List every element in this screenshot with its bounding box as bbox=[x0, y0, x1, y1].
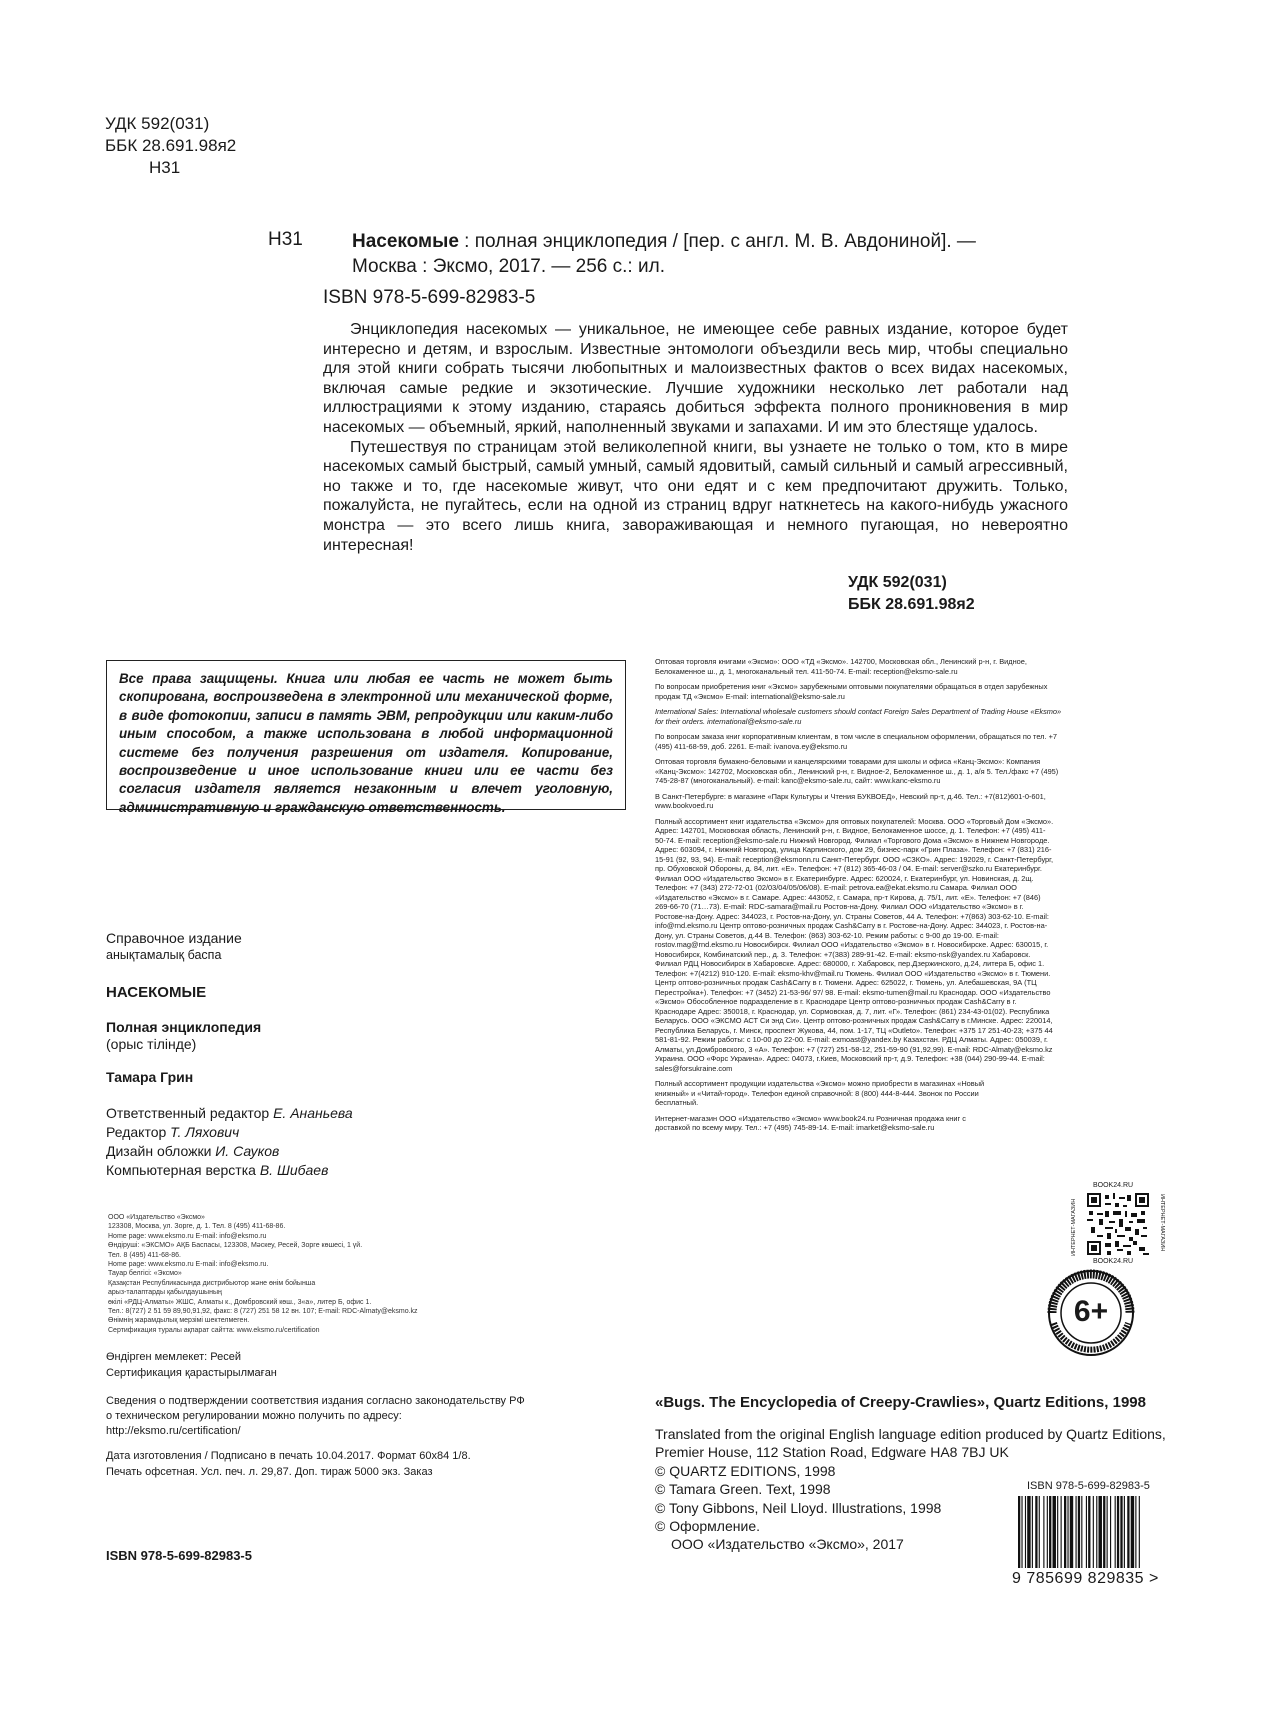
barcode-bar bbox=[1120, 1496, 1122, 1568]
barcode-bar bbox=[1127, 1496, 1129, 1568]
barcode-bar bbox=[1103, 1496, 1105, 1568]
publisher-line: Сертификация туралы ақпарат сайтта: www.eksmo.ru/certification bbox=[108, 1326, 320, 1334]
barcode-bar bbox=[1061, 1496, 1062, 1568]
staff-line bbox=[106, 1123, 666, 1142]
book-title: НАСЕКОМЫЕ bbox=[106, 984, 207, 1001]
staff-role: Компьютерная верстка bbox=[106, 1162, 260, 1178]
udk-code: УДК 592(031) bbox=[848, 574, 947, 591]
qr-label-bottom: BOOK24.RU bbox=[1093, 1258, 1134, 1265]
country-info bbox=[106, 1349, 277, 1381]
barcode-bar bbox=[1043, 1496, 1044, 1568]
udk-right bbox=[848, 572, 975, 616]
barcode-bar bbox=[1047, 1496, 1048, 1568]
barcode-bar bbox=[1067, 1496, 1068, 1568]
staff-name: Т. Ляхович bbox=[170, 1124, 240, 1140]
barcode-bar bbox=[1027, 1496, 1030, 1568]
publisher-info bbox=[108, 1213, 668, 1335]
publisher-line: Тауар белгісі: «Эксмо» bbox=[108, 1270, 182, 1278]
distribution-paragraph: Интернет-магазин ООО «Издательство «Эксмо» www.book24.ru Розничная продажа книг с доставкой по всему миру. Тел.: +7 (495) 745-89-14. E-mail: imarket@eksmo-sale.ru bbox=[655, 1113, 966, 1132]
country-line: Өндірген мемлекет: Ресей bbox=[106, 1351, 241, 1363]
barcode-bar bbox=[1088, 1496, 1090, 1568]
barcode-bar bbox=[1110, 1496, 1111, 1568]
annotation bbox=[323, 320, 1068, 555]
barcode-bar bbox=[1076, 1496, 1077, 1568]
barcode-bar bbox=[1057, 1496, 1058, 1568]
biblio-rest-2: Москва : Эксмо, 2017. — 256 с.: ил. bbox=[352, 256, 665, 277]
distribution-paragraph: Полный ассортимент продукции издательства «Эксмо» можно приобрести в магазинах «Новый книжный» и «Читай-город». Телефон единой справочной: 8 (800) 444-8-444. Звонок по России бесплатный. bbox=[655, 1079, 985, 1107]
qr-side-right bbox=[1157, 1194, 1165, 1258]
distribution-paragraph: Оптовая торговля книгами «Эксмо»: ООО «ТД «Эксмо». 142700, Московская обл., Ленинский р-н, г. Видное, Белокаменное ш., д. 1, многоканальный тел. 411-50-74. E-mail: reception@eksmo-sale.ru bbox=[655, 657, 1027, 676]
distribution-paragraph: Полный ассортимент книг издательства «Эксмо» для оптовых покупателей: Москва. ООО «Торговый Дом «Эксмо». Адрес: 142701, Московская область, Ленинский р-н, г. Видное, Белокаменное шоссе, д. 1. Телефон: +7 (495) 411-50-74. E-mail: reception@eksmo-sale.ru Нижний Новгород. Филиал «Торгового Дома «Эксмо» в Нижнем Новгороде. Адрес: 603094, г. Нижний Новгород, улица Карпинского, дом 29, бизнес-парк «Грин Плаза». Телефон: +7 (831) 216-15-91 (92, 93, 94). E-mail: reception@eksmonn.ru Санкт-Петербург. ООО «СЗКО». Адрес: 192029, г. Санкт-Петербург, пр. Обуховской Обороны, д. 84, лит. «Е». Телефон: +7 (812) 365-46-03 / 04. E-mail: server@szko.ru Екатеринбург. Филиал ООО «Издательство Эксмо» в г. Екатеринбурге. Адрес: 620024, г. Екатеринбург, ул. Новинская, д. 2щ. Телефон: +7 (343) 272-72-01 (02/03/04/05/06/08). E-mail: petrova.ea@ekat.eksmo.ru Самара. Филиал ООО «Издательство «Эксмо» в г. Самаре. Адрес: 443052, г. Самара, пр-т Кирова, д. 75/1, лит. «Е». Телефон: +7 (846) 269-66-70 (71…73). E-mail: RDC-samara@mail.ru Ростов-на-Дону. Филиал ООО «Издательство «Эксмо» в г. Ростове-на-Дону. Адрес: 344023, г. Ростов-на-Дону, ул. Страны Советов, 44 А. Телефон: +7(863) 303-62-10. E-mail: info@rnd.eksmo.ru Центр оптово-розничных продаж Cash&Carry в г. Ростове-на-Дону. Адрес: 344023, г. Ростов-на-Дону, ул. Страны Советов, д.44 В. Телефон: (863) 303-62-10. Режим работы: с 9-00 до 19-00. E-mail: rostov.mag@rnd.eksmo.ru Новосибирск. Филиал ООО «Издательство «Эксмо» в г. Новосибирске. Адрес: 630015, г. Новосибирск, Комбинатский пер., д. 3. Телефон: +7(383) 289-91-42. E-mail: eksmo-nsk@yandex.ru Хабаровск. Филиал РДЦ Новосибирск в Хабаровске. Адрес: 680000, г. Хабаровск, пер.Дзержинского, д.24, литера Б, офис 1. Телефон: +7(4212) 910-120. E-mail: eksmo-khv@mail.ru Тюмень. Филиал ООО «Издательство «Эксмо» в г. Тюмени. Центр оптово-розничных продаж Cash&Carry в г. Тюмени. Адрес: 625022, г. Тюмень, ул. Алебашевская, 9А (ТЦ Перестройка+). Телефон: +7 (3452) 21-53-96/ 97/ 98. E-mail: eksmo-tumen@mail.ru Краснодар. ООО «Издательство «Эксмо» Обособленное подразделение в г. Краснодаре Центр оптово-розничных продаж Cash&Carry в г. Краснодаре Адрес: 350018, г. Краснодар, ул. Сормовская, д. 7, лит. «Г». Телефон: (861) 234-43-01(02). Республика Беларусь. ООО «ЭКСМО АСТ Си энд Си». Центр оптово-розничных продаж Cash&Carry в г.Минске. Адрес: 220014, Республика Беларусь, г. Минск, проспект Жукова, 44, пом. 1-17, ТЦ «Outleto». Телефон: +375 17 251-40-23; +375 44 581-81-92. Режим работы: с 10-00 до 22-00. E-mail: exmoast@yandex.by Казахстан. РДЦ Алматы. Адрес: 050039, г. Алматы, ул.Домбровского, 3 «А». Телефон: +7 (727) 251-58-12, 251-59-90 (91,92,99). E-mail: RDC-Almaty@eksmo.kz Украина. ООО «Форс Украина». Адрес: 04073, г.Киев, Московский пр-т, д.9. Телефон: +38 (044) 290-99-44. E-mail: sales@forsukraine.com bbox=[655, 816, 1054, 1073]
distribution-info bbox=[655, 657, 1065, 1139]
publisher-line: 123308, Москва, ул. Зорге, д. 1. Тел. 8 (495) 411-68-86. bbox=[108, 1223, 286, 1231]
barcode-bar bbox=[1078, 1496, 1080, 1568]
barcode-bar bbox=[1039, 1496, 1040, 1568]
distribution-paragraph: По вопросам заказа книг корпоративным клиентам, в том числе в специальном оформлении, обращаться по тел. +7 (495) 411-68-59, доб. 2261. E-mail: ivanova.ey@eksmo.ru bbox=[655, 732, 1058, 751]
cert-line: Сведения о подтверждении соответствия издания согласно законодательству РФ bbox=[106, 1395, 525, 1407]
qr-side-left-label: ИНТЕРНЕТ-МАГАЗИН bbox=[1071, 1198, 1077, 1256]
barcode-bar bbox=[1021, 1496, 1022, 1568]
barcode-digits: 9 785699 829835 > bbox=[1012, 1570, 1159, 1587]
print-line: Дата изготовления / Подписано в печать 10.04.2017. Формат 60x84 1/8. bbox=[106, 1450, 471, 1462]
staff-list bbox=[106, 1104, 666, 1180]
publisher-line: Өндіруші: «ЭКСМО» АҚБ Баспасы, 123308, Мәскеу, Ресей, Зорге көшесі, 1 үй. bbox=[108, 1242, 363, 1250]
book-language: (орыс тілінде) bbox=[106, 1036, 197, 1052]
barcode-bar bbox=[1107, 1496, 1108, 1568]
book-author: Тамара Грин bbox=[106, 1069, 194, 1085]
age-rating-value: 6+ bbox=[1073, 1295, 1109, 1328]
staff-role: Редактор bbox=[106, 1124, 171, 1140]
barcode-bar bbox=[1115, 1496, 1116, 1568]
biblio-index: Н31 bbox=[268, 229, 303, 250]
publisher-line: ООО «Издательство «Эксмо» bbox=[108, 1214, 205, 1221]
barcode-isbn: ISBN 978-5-699-82983-5 bbox=[1027, 1480, 1150, 1492]
qr-code-icon bbox=[1087, 1193, 1149, 1255]
publisher-line: Қазақстан Республикасында дистрибьютор және өнім бойынша bbox=[108, 1279, 316, 1287]
qr-code-block bbox=[1065, 1182, 1170, 1268]
certification-info bbox=[106, 1394, 666, 1439]
publisher-line: Тел.: 8(727) 2 51 59 89,90,91,92, факс: 8 (727) 251 58 12 вн. 107; E-mail: RDC-Almaty@eksmo.kz bbox=[108, 1308, 418, 1316]
barcode-bar bbox=[1117, 1496, 1119, 1568]
staff-name: Е. Ананьева bbox=[273, 1105, 353, 1121]
barcode-bar bbox=[1032, 1496, 1033, 1568]
age-rating-badge bbox=[1046, 1268, 1136, 1358]
isbn-bottom: ISBN 978-5-699-82983-5 bbox=[106, 1548, 252, 1563]
barcode-icon bbox=[1016, 1496, 1188, 1568]
credit-line: © Tony Gibbons, Neil Lloyd. Illustrations, 1998 bbox=[655, 1499, 942, 1516]
barcode-bar bbox=[1070, 1496, 1073, 1568]
distribution-paragraph: International Sales: International wholesale customers should contact Foreign Sales Department of Trading House «Eksmo» for their orders. international@eksmo-sale.ru bbox=[655, 707, 1062, 726]
distribution-paragraph: В Санкт-Петербурге: в магазине «Парк Культуры и Чтения БУКВОЕД», Невский пр-т, д.46. Тел.: +7(812)601-0-601, www.bookvoed.ru bbox=[655, 791, 1046, 810]
bbk-code: ББК 28.691.98я2 bbox=[105, 136, 237, 155]
udk-code: УДК 592(031) bbox=[105, 114, 210, 133]
distribution-paragraph: По вопросам приобретения книг «Эксмо» зарубежными оптовыми покупателями обращаться в отдел зарубежных продаж ТД «Эксмо» E-mail: international@eksmo-sale.ru bbox=[655, 682, 1048, 701]
rights-notice: Все права защищены. Книга или любая ее часть не может быть скопирована, воспроизведена в электронной или механической форме, в виде фотокопии, записи в память ЭВМ, репродукции или каким-либо иным способом, а также использована в любой информационной системе без получения разрешения от издателя. Копирование, воспроизведение и иное использование книги или ее части без согласия издателя является незаконным и влечет уголовную, административную и гражданскую ответственность. bbox=[106, 660, 626, 810]
staff-line bbox=[106, 1142, 666, 1161]
udk-top bbox=[105, 113, 236, 179]
publisher-line: өкілі «РДЦ-Алматы» ЖШС, Алматы к., Домбровский көш., 3«а», литер Б, офис 1. bbox=[108, 1298, 372, 1306]
barcode-bar bbox=[1139, 1496, 1140, 1568]
barcode-bar bbox=[1035, 1496, 1037, 1568]
publisher-line: Тел. 8 (495) 411-68-86. bbox=[108, 1251, 181, 1259]
qr-side-right-label: ИНТЕРНЕТ-МАГАЗИН bbox=[1159, 1194, 1165, 1252]
publisher-line: Home page: www.eksmo.ru E-mail: info@eksmo.ru bbox=[108, 1232, 267, 1240]
staff-name: И. Сауков bbox=[215, 1143, 280, 1159]
staff-line bbox=[106, 1161, 666, 1180]
barcode-bar bbox=[1064, 1496, 1066, 1568]
barcode-bar bbox=[1025, 1496, 1026, 1568]
credit-line: © Tamara Green. Text, 1998 bbox=[655, 1481, 831, 1498]
imprint bbox=[106, 930, 666, 1180]
barcode-bar bbox=[1086, 1496, 1087, 1568]
qr-label-top: BOOK24.RU bbox=[1093, 1182, 1134, 1189]
credit-line: Premier House, 112 Station Road, Edgware HA8 7BJ UK bbox=[655, 1444, 1009, 1461]
barcode-bar bbox=[1093, 1496, 1094, 1568]
credit-line: ООО «Издательство «Эксмо», 2017 bbox=[671, 1536, 904, 1553]
cert-line: о техническом регулировании можно получить по адресу: bbox=[106, 1410, 402, 1422]
publisher-line: арыз-талаптарды қабылдаушының bbox=[108, 1289, 222, 1297]
distribution-paragraph: Оптовая торговля бумажно-беловыми и канцелярскими товарами для школы и офиса «Канц-Эксмо»: Компания «Канц-Эксмо»: 142702, Московская обл., Ленинский р-н, г. Видное-2, Белокаменное ш., д. 1, а/я 5. Тел./факс +7 (495) 745-28-87 (многоканальный). e-mail: kanc@eksmo-sale.ru, сайт: www.kanc-eksmo.ru bbox=[655, 757, 1059, 785]
barcode-bar bbox=[1018, 1496, 1020, 1568]
credit-line: Translated from the original English language edition produced by Quartz Editions, bbox=[655, 1426, 1166, 1442]
country-line: Сертификация қарастырылмаған bbox=[106, 1367, 277, 1379]
staff-line bbox=[106, 1104, 666, 1123]
edition-type: Справочное издание bbox=[106, 930, 242, 946]
barcode-bar bbox=[1049, 1496, 1051, 1568]
credit-line: © QUARTZ EDITIONS, 1998 bbox=[655, 1462, 836, 1479]
publisher-line: Home page: www.eksmo.ru E-mail: info@eksmo.ru. bbox=[108, 1261, 269, 1269]
barcode-bar bbox=[1096, 1496, 1097, 1568]
original-edition: «Bugs. The Encyclopedia of Creepy-Crawlies», Quartz Editions, 1998 bbox=[655, 1394, 1146, 1411]
edition-type-kz: анықтамалық баспа bbox=[106, 948, 222, 962]
publisher-line: Өнімнің жарамдылық мерзімі шектелмеген. bbox=[108, 1317, 250, 1325]
barcode-bar bbox=[1099, 1496, 1102, 1568]
annotation-paragraph: Путешествуя по страницам этой великолепной книги, вы узнаете не только о том, кто в мире насекомых самый быстрый, самый умный, самый ядовитый, самый сильный и самый агрессивный, но также и то, где насекомые живут, что они едят и с кем предпочитают дружить. Только, пожалуйста, не пугайтесь, если на одной из страниц вдруг наткнетесь на какого-нибудь ужасного монстра — это всего лишь книга, завораживающая и немного пугающая, но невероятно интересная! bbox=[323, 438, 1068, 554]
print-info bbox=[106, 1448, 666, 1480]
cert-link[interactable]: http://eksmo.ru/certification/ bbox=[106, 1425, 241, 1437]
author-index: Н31 bbox=[149, 158, 181, 177]
qr-side-left bbox=[1071, 1194, 1079, 1258]
staff-role: Дизайн обложки bbox=[106, 1143, 216, 1159]
barcode-bar bbox=[1135, 1496, 1136, 1568]
barcode-bar bbox=[1124, 1496, 1125, 1568]
biblio-title: Насекомые bbox=[352, 231, 459, 252]
credit-line: © Оформление. bbox=[655, 1518, 760, 1535]
isbn-top: ISBN 978-5-699-82983-5 bbox=[323, 287, 536, 308]
barcode-bar bbox=[1081, 1496, 1082, 1568]
biblio-record bbox=[352, 229, 1172, 279]
barcode-bar bbox=[1131, 1496, 1134, 1568]
barcode-bar bbox=[1053, 1496, 1056, 1568]
staff-role: Ответственный редактор bbox=[106, 1105, 274, 1121]
staff-name: В. Шибаев bbox=[259, 1162, 329, 1178]
book-subtitle: Полная энциклопедия bbox=[106, 1019, 262, 1035]
bbk-code: ББК 28.691.98я2 bbox=[848, 596, 975, 613]
biblio-rest-1: : полная энциклопедия / [пер. с англ. М. В. Авдониной]. — bbox=[458, 231, 976, 252]
annotation-paragraph: Энциклопедия насекомых — уникальное, не имеющее себе равных издание, которое будет интересно и детям, и взрослым. Известные энтомологи объездили весь мир, чтобы специально для этой книги собрать тысячи любопытных и малоизвестных фактов о всех видах насекомых, включая самые редкие и экзотические. Лучшие художники несколько лет работали над иллюстрациями к этому изданию, стараясь добиться эффекта полного проникновения в мир насекомых — объемный, яркий, наполненный звуками и запахами. И им это блестяще удалось. bbox=[323, 321, 1068, 436]
print-line: Печать офсетная. Усл. печ. л. 29,87. Доп. тираж 5000 экз. Заказ bbox=[106, 1466, 433, 1478]
